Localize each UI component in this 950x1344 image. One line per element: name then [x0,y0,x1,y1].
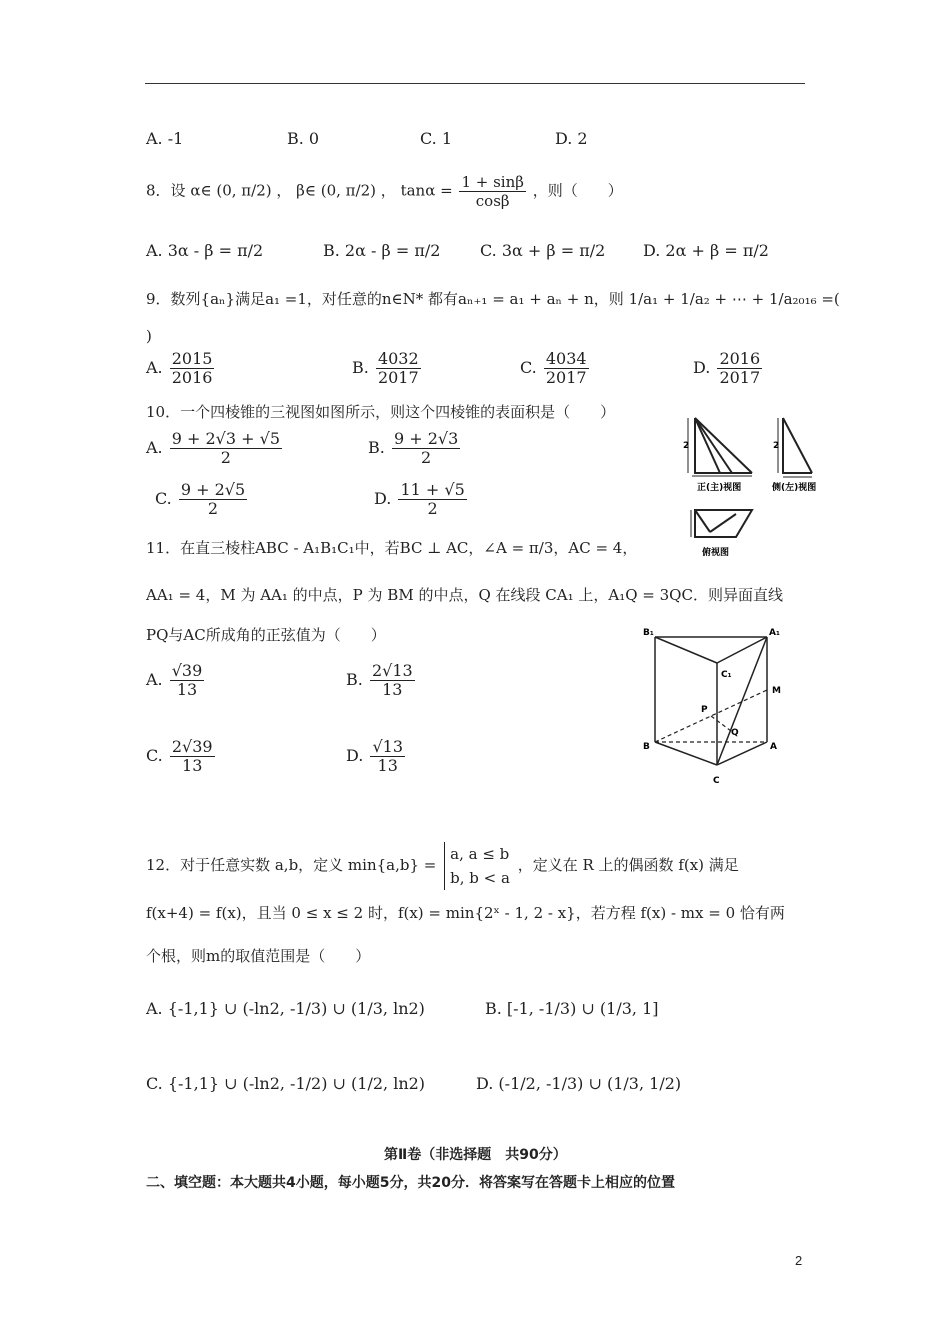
side-view-dim: 2 [773,441,780,451]
prism-edges [655,637,767,765]
q11-option-d: D. $\frac{√13}{13}$ [346,737,403,775]
three-view-figure [680,410,830,565]
q8-tan-fraction: $\frac{1 + \sin\beta}{\cos\beta}$ [461,173,524,210]
header-rule [145,83,805,84]
prism-hidden-edges [655,690,767,742]
q10-option-b: B. $\frac{9 + 2√3}{2}$ [368,429,459,467]
svg-text:B₁: B₁ [643,628,654,638]
q8-option-b: B. 2α - β = π/2 [323,241,441,260]
q9-option-b: B. $\frac{4032}{2017}$ [352,349,419,387]
section-heading: 二、填空题：本大题共4小题，每小题5分，共20分．将答案写在答题卡上相应的位置 [146,1175,675,1191]
q9-stem: 9．数列{aₙ}满足a₁ =1，对任意的n∈N* 都有aₙ₊₁ = a₁ + aₙ + n，则 1/a₁ + 1/a₂ + ⋯ + 1/a₂₀₁₆ =( [146,290,840,308]
q8-option-c: C. 3α + β = π/2 [480,241,606,260]
q11-option-c: C. $\frac{2√39}{13}$ [146,737,213,775]
section-title: 第Ⅱ卷（非选择题 共90分） [384,1147,567,1163]
q10-option-c: C. $\frac{9 + 2√5}{2}$ [155,480,246,518]
q12-option-b: B. [-1, -1/3) ∪ (1/3, 1] [485,999,659,1018]
q12-option-c: C. {-1,1} ∪ (-ln2, -1/2) ∪ (1/2, ln2) [146,1074,426,1093]
q12-min-cases: a, a ≤ b b, b < a [444,842,510,890]
svg-text:C: C [713,776,720,786]
svg-text:A₁: A₁ [769,628,780,638]
q10-option-a: A. $\frac{9 + 2√3 + √5}{2}$ [146,429,280,467]
q10-option-d: D. $\frac{11 + √5}{2}$ [374,480,465,518]
q8-stem: 8．设 α∈ (0, π/2) ， β∈ (0, π/2) ， tanα = $\frac{1 + \sin\beta}{\cos\beta}$ ，则（ ） [146,173,623,210]
q11-option-b: B. $\frac{2√13}{13}$ [346,661,413,699]
q8-option-a: A. 3α - β = π/2 [146,241,264,260]
q12-stem-3: 个根，则m的取值范围是（ ） [146,947,371,965]
prism-labels [643,628,781,786]
q9-option-c: C. $\frac{4034}{2017}$ [520,349,587,387]
q10-stem: 10．一个四棱锥的三视图如图所示，则这个四棱锥的表面积是（ ） [146,403,616,421]
front-view [688,418,752,476]
side-view-label: 侧(左)视图 [772,483,817,493]
q7-option-b: B. 0 [287,129,320,148]
q11-stem-2: AA₁ = 4，M 为 AA₁ 的中点，P 为 BM 的中点，Q 在线段 CA₁ 上，A₁Q = 3QC．则异面直线 [146,586,783,604]
side-view [778,418,812,477]
q7-option-d: D. 2 [555,129,588,148]
q11-stem-3: PQ与AC所成角的正弦值为（ ） [146,626,386,644]
svg-text:Q: Q [731,728,739,738]
q12-option-d: D. (-1/2, -1/3) ∪ (1/3, 1/2) [476,1074,682,1093]
top-view [691,510,752,537]
q9-option-d: D. $\frac{2016}{2017}$ [693,349,761,387]
page-number: 2 [795,1253,803,1268]
svg-text:P: P [701,705,708,715]
q12-option-a: A. {-1,1} ∪ (-ln2, -1/3) ∪ (1/3, ln2) [146,999,425,1018]
svg-text:A: A [770,742,777,752]
q9-option-a: A. $\frac{2015}{2016}$ [146,349,213,387]
prism-figure [635,625,795,795]
q12-stem-2: f(x+4) = f(x)，且当 0 ≤ x ≤ 2 时，f(x) = min{2ˣ - 1, 2 - x}，若方程 f(x) - mx = 0 恰有两 [146,904,785,922]
q7-option-c: C. 1 [420,129,453,148]
q12-stem-1: 12．对于任意实数 a,b，定义 min{a,b} = a, a ≤ b b, b < a ，定义在 R 上的偶函数 f(x) 满足 [146,842,739,890]
top-view-label: 俯视图 [702,548,730,558]
q9-stem-cont: ) [146,327,152,345]
q11-option-a: A. $\frac{√39}{13}$ [146,661,203,699]
q8-option-d: D. 2α + β = π/2 [643,241,769,260]
svg-text:M: M [772,686,781,696]
front-view-dim: 2 [683,441,690,451]
q11-stem-1: 11．在直三棱柱ABC - A₁B₁C₁中，若BC ⊥ AC，∠A = π/3，AC = 4， [146,539,638,557]
svg-text:B: B [643,742,650,752]
front-view-label: 正(主)视图 [697,483,742,493]
svg-text:C₁: C₁ [721,670,732,680]
q7-option-a: A. -1 [146,129,184,148]
